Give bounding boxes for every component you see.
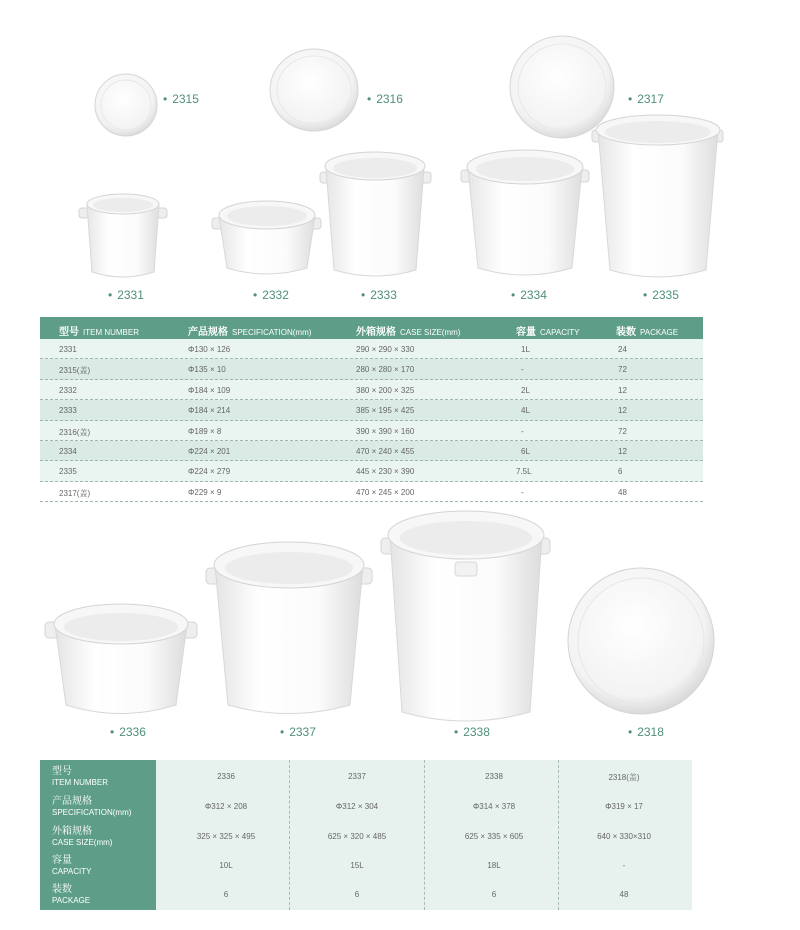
- top-product-photos: [0, 0, 800, 310]
- row-label-item-number: 型号 ITEM NUMBER: [52, 766, 108, 787]
- cell-case: 380 × 200 × 325: [356, 385, 415, 395]
- cell-spec: Φ314 × 378: [472, 802, 516, 811]
- header-case-size: 外箱规格 CASE SIZE(mm): [356, 327, 461, 338]
- cell-item: 2336: [217, 772, 235, 781]
- cell-case: 640 × 330×310: [597, 832, 651, 841]
- column-divider: [424, 760, 425, 910]
- cell-capacity: 18L: [487, 861, 501, 870]
- cell-spec: Φ189 × 8: [188, 426, 222, 436]
- label-2333: • 2333: [361, 288, 397, 302]
- cell-spec: Φ135 × 10: [188, 365, 226, 375]
- label-2316: • 2316: [367, 92, 403, 106]
- cell-capacity: -: [622, 861, 626, 870]
- cell-item: 2316(盖): [59, 427, 91, 437]
- cell-case: 470 × 245 × 200: [356, 487, 415, 497]
- label-2338: • 2338: [454, 725, 490, 739]
- table-row: [40, 400, 703, 420]
- cell-capacity: 1L: [521, 345, 530, 354]
- label-2331: • 2331: [108, 288, 144, 302]
- column-divider: [558, 760, 559, 910]
- container-2338-image: [381, 511, 550, 721]
- label-2317: • 2317: [628, 92, 664, 106]
- container-2332-image: [212, 201, 321, 274]
- lid-2315-image: [95, 74, 157, 136]
- label-2335: • 2335: [643, 288, 679, 302]
- cell-package: 48: [619, 890, 629, 899]
- row-label-capacity: 容量 CAPACITY: [52, 855, 92, 876]
- cell-spec: Φ184 × 109: [188, 385, 231, 395]
- cell-spec: Φ224 × 279: [188, 467, 231, 477]
- cell-spec: Φ130 × 126: [188, 345, 231, 354]
- cell-spec: Φ312 × 304: [335, 802, 379, 811]
- cell-spec: Φ224 × 201: [188, 446, 231, 456]
- cell-capacity: 10L: [219, 861, 233, 870]
- label-2336: • 2336: [110, 725, 146, 739]
- cell-package: 6: [491, 890, 497, 899]
- cell-case: 385 × 195 × 425: [356, 406, 415, 416]
- table-row: [40, 421, 703, 441]
- cell-item: 2315(盖): [59, 366, 91, 376]
- cell-package: 6: [618, 467, 623, 477]
- row-label-case-size: 外箱规格 CASE SIZE(mm): [52, 826, 113, 847]
- header-item-number: 型号 ITEM NUMBER: [59, 327, 139, 338]
- cell-package: 6: [223, 890, 229, 899]
- cell-case: 290 × 290 × 330: [356, 345, 415, 354]
- cell-case: 325 × 325 × 495: [196, 832, 256, 841]
- container-2331-image: [79, 194, 167, 277]
- cell-spec: Φ184 × 214: [188, 406, 231, 416]
- bottom-product-photos: [0, 500, 800, 725]
- table-row: [40, 441, 703, 461]
- cell-case: 445 × 230 × 390: [356, 467, 415, 477]
- cell-item: 2337: [348, 772, 366, 781]
- cell-package: 12: [618, 406, 627, 416]
- cell-item: 2331: [59, 345, 77, 354]
- cell-capacity: -: [521, 365, 524, 375]
- row-label-package: 装数 PACKAGE: [52, 884, 91, 905]
- table-row: [40, 461, 703, 481]
- cell-case: 390 × 390 × 160: [356, 426, 415, 436]
- cell-item: 2334: [59, 446, 77, 456]
- cell-spec: Φ229 × 9: [188, 487, 222, 497]
- spec-table-top-header: [40, 317, 703, 339]
- cell-spec: Φ312 × 208: [204, 802, 248, 811]
- cell-spec: Φ319 × 17: [605, 802, 643, 811]
- cell-item: 2332: [59, 385, 77, 395]
- cell-capacity: 15L: [350, 861, 364, 870]
- cell-case: 625 × 320 × 485: [327, 832, 387, 841]
- cell-package: 12: [618, 385, 627, 395]
- label-2315: • 2315: [163, 92, 199, 106]
- cell-item: 2318(盖): [608, 773, 640, 782]
- spec-table-top: [40, 317, 703, 502]
- header-capacity: 容量 CAPACITY: [516, 327, 580, 338]
- table-row: [40, 380, 703, 400]
- cell-capacity: 4L: [521, 406, 530, 416]
- cell-package: 48: [618, 487, 627, 497]
- cell-item: 2335: [59, 467, 77, 477]
- cell-package: 72: [618, 426, 627, 436]
- header-specification: 产品规格 SPECIFICATION(mm): [188, 327, 312, 338]
- column-divider: [289, 760, 290, 910]
- cell-package: 24: [618, 345, 627, 354]
- label-2332: • 2332: [253, 288, 289, 302]
- cell-capacity: 6L: [521, 446, 530, 456]
- cell-item: 2317(盖): [59, 488, 91, 498]
- spec-table-bottom: [40, 760, 692, 910]
- container-2333-image: [320, 152, 431, 276]
- container-2335-image: [592, 115, 723, 277]
- table-row: [40, 339, 703, 359]
- cell-package: 12: [618, 446, 627, 456]
- label-2318: • 2318: [628, 725, 664, 739]
- cell-capacity: 2L: [521, 385, 530, 395]
- cell-capacity: -: [521, 487, 524, 497]
- lid-2317-image: [510, 36, 614, 138]
- cell-case: 280 × 280 × 170: [356, 365, 415, 375]
- cell-item: 2338: [485, 772, 503, 781]
- header-package: 装数 PACKAGE: [616, 327, 679, 338]
- label-2337: • 2337: [280, 725, 316, 739]
- cell-item: 2333: [59, 406, 77, 416]
- row-label-specification: 产品规格 SPECIFICATION(mm): [52, 796, 132, 817]
- cell-case: 625 × 335 × 605: [464, 832, 524, 841]
- cell-capacity: 7.5L: [516, 467, 532, 477]
- cell-case: 470 × 240 × 455: [356, 446, 415, 456]
- label-2334: • 2334: [511, 288, 547, 302]
- container-2334-image: [461, 150, 589, 275]
- container-2336-image: [45, 604, 197, 714]
- lid-2318-image: [568, 568, 714, 714]
- container-2337-image: [206, 542, 372, 714]
- cell-package: 72: [618, 365, 627, 375]
- cell-capacity: -: [521, 426, 524, 436]
- cell-package: 6: [354, 890, 360, 899]
- lid-2316-image: [270, 49, 358, 131]
- table-row: [40, 359, 703, 379]
- spec-table-bottom-row-labels: [40, 760, 156, 910]
